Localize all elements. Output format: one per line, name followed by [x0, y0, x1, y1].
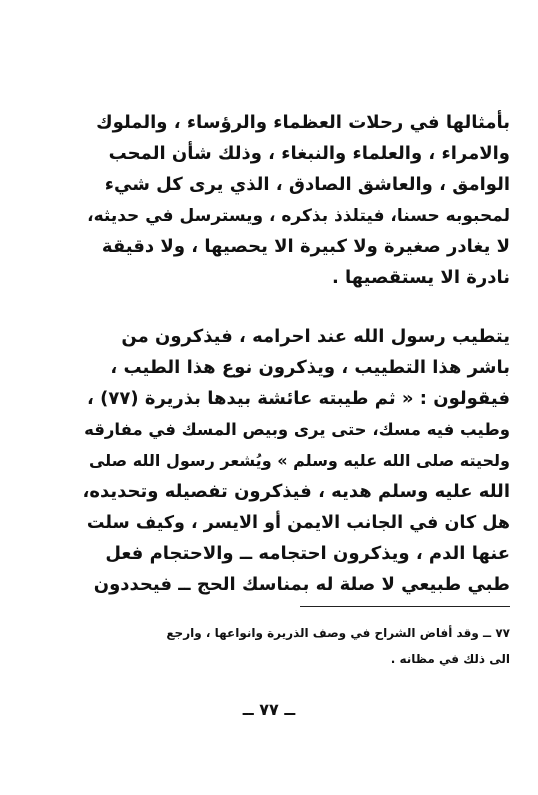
paragraph-1-line-2: والامراء ، والعلماء والنبغاء ، وذلك شأن المحب	[108, 143, 510, 164]
paragraph-2-line-4: وطيب فيه مسك، حتى يرى وبيص المسك في مفارقه	[84, 420, 510, 439]
paragraph-2-line-7: هل كان في الجانب الايمن أو الايسر ، وكيف سلت	[86, 513, 510, 533]
paragraph-1-line-4: لمحبوبه حسنا، فيتلذذ بذكره ، ويسترسل في حديثه،	[87, 206, 510, 226]
paragraph-2-line-8: عنها الدم ، ويذكرون احتجامه ــ والاحتجام فعل	[105, 543, 510, 564]
paragraph-1-line-6: نادرة الا يستقصيها .	[331, 267, 510, 288]
paragraph-2-line-1: يتطيب رسول الله عند احرامه ، فيذكرون من	[121, 326, 510, 347]
paragraph-2-line-3: فيقولون : « ثم طيبته عائشة بيدها بذريرة (٧٧) ،	[87, 388, 510, 409]
footnote-line-1: ٧٧ ــ وقد أفاض الشراح في وصف الذريرة وانواعها ، وارجع	[166, 626, 510, 640]
paragraph-2-line-6: الله عليه وسلم هديه ، فيذكرون تفصيله وتحديده،	[82, 481, 510, 502]
paragraph-1-line-5: لا يغادر صغيرة ولا كبيرة الا يحصيها ، ولا دقيقة	[101, 236, 510, 257]
footnote-line-2: الى ذلك في مظانه .	[390, 652, 510, 666]
paragraph-1-line-1: بأمثالها في رحلات العظماء والرؤساء ، والملوك	[96, 112, 510, 133]
paragraph-2-line-2: باشر هذا التطييب ، ويذكرون نوع هذا الطيب ،	[110, 357, 510, 378]
page-number: ــ ٧٧ ــ	[242, 700, 296, 719]
paragraph-2-line-9: طبي طبيعي لا صلة له بمناسك الحج ــ فيحددون	[93, 574, 510, 595]
footnote-divider	[300, 606, 510, 607]
paragraph-2-line-5: ولحيته صلى الله عليه وسلم » ويُشعر رسول الله صلى	[88, 451, 510, 470]
paragraph-1-line-3: الوامق ، والعاشق الصادق ، الذي يرى كل شيء	[104, 174, 510, 195]
